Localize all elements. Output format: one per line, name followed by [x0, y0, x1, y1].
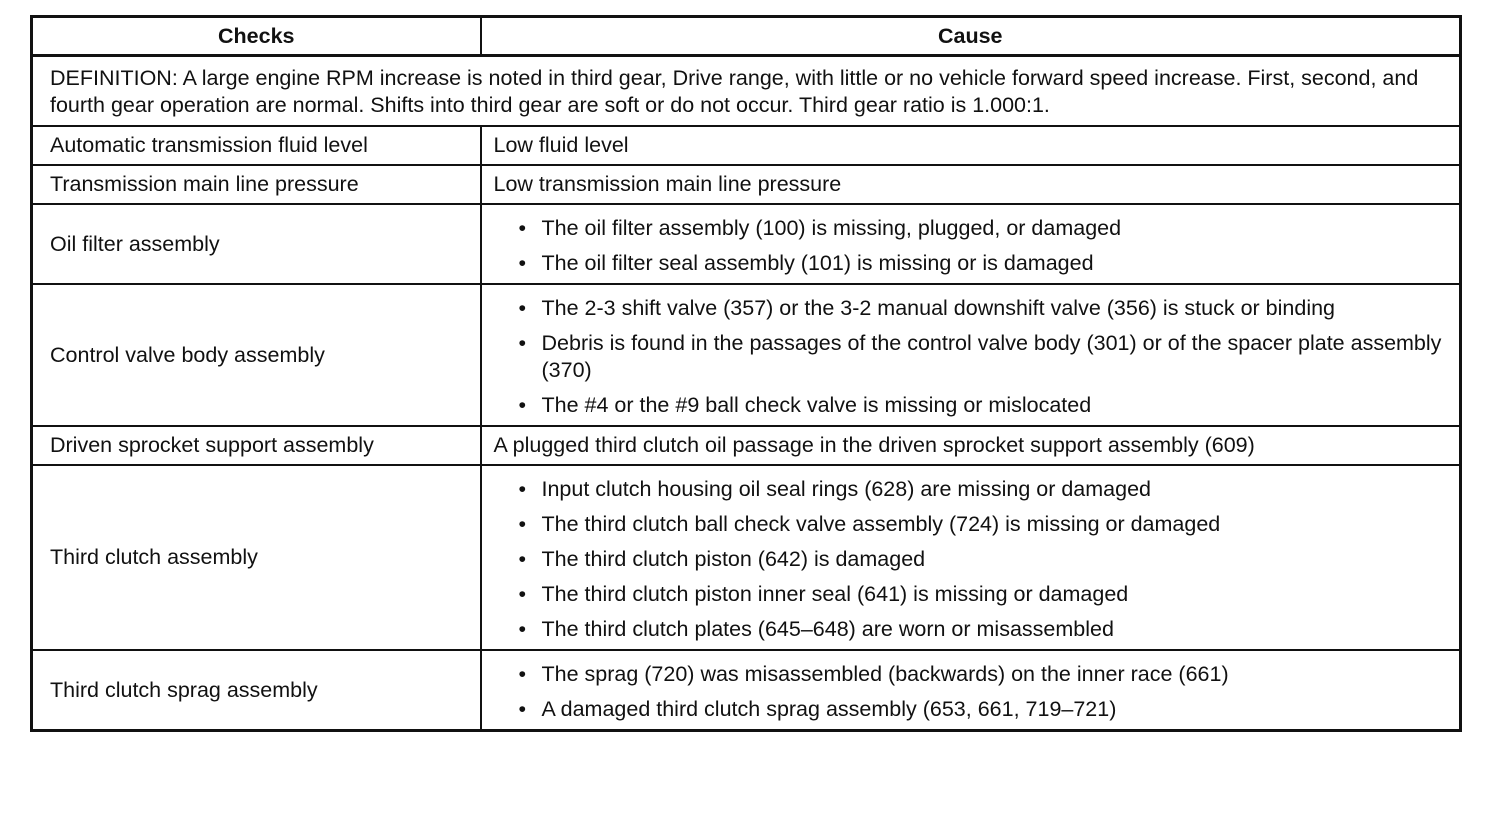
- check-cell: Automatic transmission fluid level: [32, 126, 481, 165]
- cause-item: [482, 581, 1450, 608]
- cause-item-text: The third clutch piston (642) is damaged: [541, 547, 926, 571]
- table-row: [32, 650, 1461, 731]
- cause-cell: A plugged third clutch oil passage in the driven sprocket support assembly (609): [481, 426, 1461, 465]
- cause-item: [482, 546, 1450, 573]
- bullet-icon: •: [518, 331, 527, 355]
- cause-item-text: Debris is found in the passages of the control valve body (301) or of the spacer plate assembly (370): [541, 331, 1442, 382]
- cause-list: [482, 661, 1450, 723]
- header-checks: Checks: [32, 17, 481, 56]
- bullet-icon: •: [518, 697, 527, 721]
- cause-item-text: A damaged third clutch sprag assembly (653, 661, 719–721): [541, 697, 1117, 721]
- bullet-icon: •: [518, 547, 527, 571]
- cause-item-text: The oil filter seal assembly (101) is missing or is damaged: [541, 251, 1094, 275]
- bullet-icon: •: [518, 617, 527, 641]
- cause-item-text: The #4 or the #9 ball check valve is missing or mislocated: [541, 393, 1092, 417]
- diagnostic-table: [30, 15, 1462, 732]
- cause-item-text: The oil filter assembly (100) is missing, plugged, or damaged: [541, 216, 1122, 240]
- table-row: [32, 426, 1461, 465]
- cause-cell: [481, 204, 1461, 284]
- cause-item-text: The third clutch plates (645–648) are worn or misassembled: [541, 617, 1114, 641]
- cause-item-text: The third clutch piston inner seal (641) is missing or damaged: [541, 582, 1129, 606]
- definition-row: [32, 56, 1461, 127]
- definition-text: DEFINITION: A large engine RPM increase is noted in third gear, Drive range, with little or no vehicle forward speed increase. First, second, and fourth gear operation are normal. Shifts into third gear are soft or do not occur. Third gear ratio is 1.000:1.: [32, 56, 1461, 127]
- table-row: [32, 204, 1461, 284]
- cause-item: [482, 696, 1450, 723]
- table-row: [32, 465, 1461, 650]
- cause-item-text: The third clutch ball check valve assembly (724) is missing or damaged: [541, 512, 1221, 536]
- cause-item: [482, 215, 1450, 242]
- cause-item: [482, 295, 1450, 322]
- header-cause: Cause: [481, 17, 1461, 56]
- cause-item: [482, 392, 1450, 419]
- cause-item: [482, 330, 1450, 384]
- table-row: [32, 165, 1461, 204]
- bullet-icon: •: [518, 251, 527, 275]
- cause-item: [482, 250, 1450, 277]
- table-row: [32, 126, 1461, 165]
- check-cell: Driven sprocket support assembly: [32, 426, 481, 465]
- cause-item: [482, 511, 1450, 538]
- cause-cell: Low fluid level: [481, 126, 1461, 165]
- check-cell: Third clutch sprag assembly: [32, 650, 481, 731]
- cause-item: [482, 476, 1450, 503]
- table-row: [32, 284, 1461, 426]
- cause-item: [482, 616, 1450, 643]
- check-cell: Control valve body assembly: [32, 284, 481, 426]
- cause-list: [482, 215, 1450, 277]
- cause-cell: [481, 284, 1461, 426]
- bullet-icon: •: [518, 477, 527, 501]
- bullet-icon: •: [518, 512, 527, 536]
- check-cell: Oil filter assembly: [32, 204, 481, 284]
- cause-item-text: Input clutch housing oil seal rings (628) are missing or damaged: [541, 477, 1151, 501]
- bullet-icon: •: [518, 216, 527, 240]
- bullet-icon: •: [518, 393, 527, 417]
- cause-cell: [481, 650, 1461, 731]
- cause-cell: Low transmission main line pressure: [481, 165, 1461, 204]
- cause-cell: [481, 465, 1461, 650]
- cause-item-text: The 2-3 shift valve (357) or the 3-2 manual downshift valve (356) is stuck or binding: [541, 296, 1336, 320]
- check-cell: Transmission main line pressure: [32, 165, 481, 204]
- header-row: [32, 17, 1461, 56]
- bullet-icon: •: [518, 296, 527, 320]
- cause-list: [482, 476, 1450, 643]
- bullet-icon: •: [518, 662, 527, 686]
- cause-item-text: The sprag (720) was misassembled (backwards) on the inner race (661): [541, 662, 1229, 686]
- cause-list: [482, 295, 1450, 419]
- cause-item: [482, 661, 1450, 688]
- bullet-icon: •: [518, 582, 527, 606]
- diagnostic-table-container: [30, 15, 1459, 732]
- check-cell: Third clutch assembly: [32, 465, 481, 650]
